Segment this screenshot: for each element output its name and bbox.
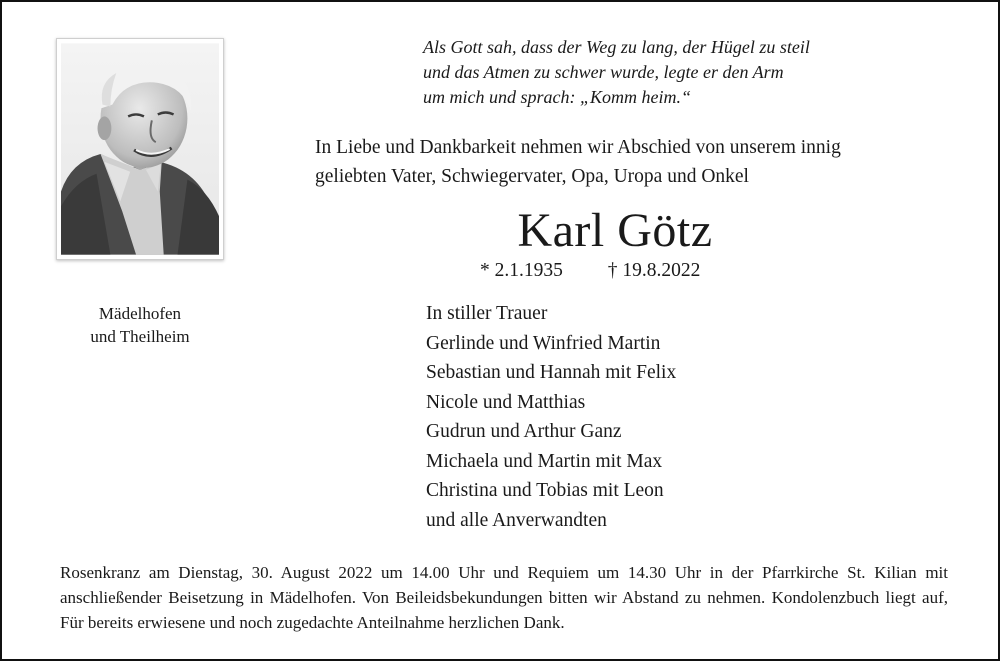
birth-date: * 2.1.1935 xyxy=(480,260,563,281)
death-date: † 19.8.2022 xyxy=(607,260,701,281)
farewell-intro xyxy=(315,133,975,191)
mourner-line: Nicole und Matthias xyxy=(426,391,586,413)
poem-line: um mich und sprach: „Komm heim.“ xyxy=(423,87,691,107)
deceased-name: Karl Götz xyxy=(517,204,713,257)
intro-line: In Liebe und Dankbarkeit nehmen wir Abschied von unserem innig xyxy=(315,137,841,158)
place-names xyxy=(56,302,224,348)
mourner-line: Gudrun und Arthur Ganz xyxy=(426,421,622,442)
mourner-line: Christina und Tobias mit Leon xyxy=(426,480,664,501)
service-details: Rosenkranz am Dienstag, 30. August 2022 um 14.00 Uhr und Requiem um 14.30 Uhr in der Pfarrkirche St. Kilian mit anschließender Beisetzung in Mädelhofen. Von Beileidsbekundungen bitten wir Abstand zu nehmen. Kondolenzbuch liegt auf, Für bereits erwiesene und noch zugedachte Anteilnahme herzlichen Dank. xyxy=(60,563,948,632)
place-line: Mädelhofen xyxy=(98,304,182,323)
mourner-line: In stiller Trauer xyxy=(426,303,548,324)
mourner-line: und alle Anverwandten xyxy=(426,509,607,531)
place-line: und Theilheim xyxy=(90,327,190,346)
portrait-image xyxy=(61,43,219,255)
mourner-line: Sebastian und Hannah mit Felix xyxy=(426,362,677,383)
portrait-photo xyxy=(56,38,224,260)
mourner-line: Gerlinde und Winfried Martin xyxy=(426,332,661,354)
poem-line: und das Atmen zu schwer wurde, legte er den Arm xyxy=(423,62,784,82)
intro-line: geliebten Vater, Schwiegervater, Opa, Uropa und Onkel xyxy=(315,166,749,187)
poem-line: Als Gott sah, dass der Weg zu lang, der Hügel zu steil xyxy=(423,37,810,57)
memorial-poem xyxy=(423,35,983,110)
mourner-line: Michaela und Martin mit Max xyxy=(426,450,663,472)
life-dates xyxy=(480,258,900,284)
mourners-list xyxy=(426,299,946,535)
